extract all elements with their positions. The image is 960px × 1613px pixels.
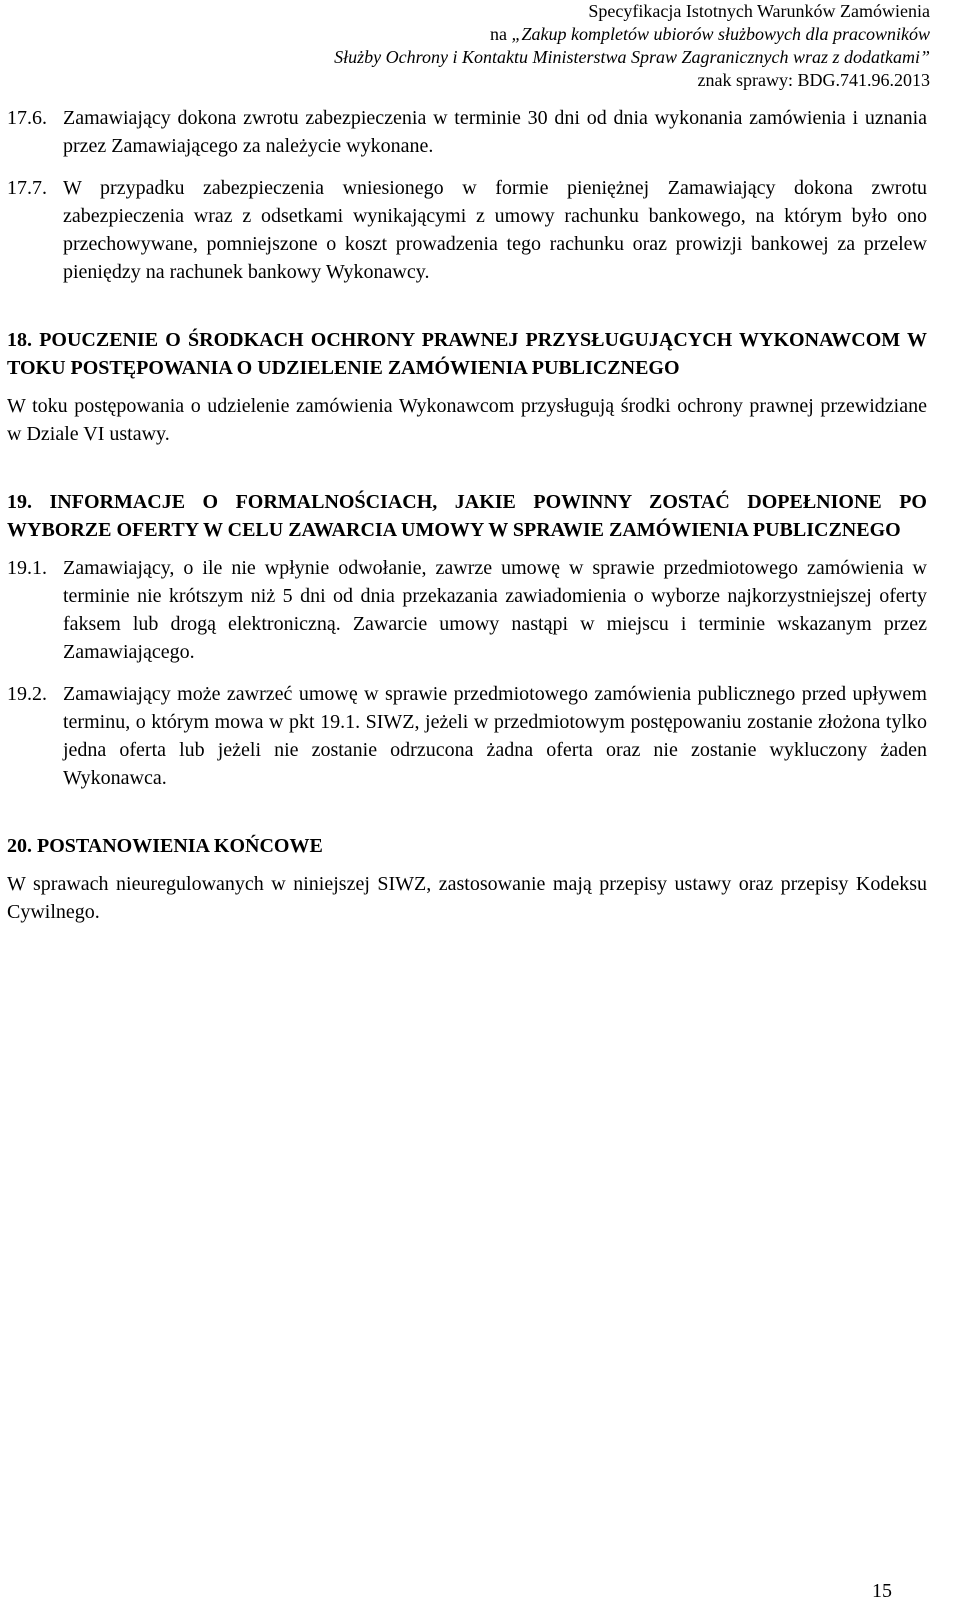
paragraph-number: 19.1. <box>7 557 47 579</box>
paragraph-text: Zamawiający, o ile nie wpłynie odwołanie, zawrze umowę w sprawie przedmiotowego zamówienia w terminie nie krótszym niż 5 dni od dnia przekazania zawiadomienia o wyborze najkorzystniejszej oferty faksem lub drogą elektroniczną. Zawarcie umowy nastąpi w miejscu i terminie wskazanym przez Zamawiającego. <box>63 557 927 663</box>
paragraph-text: Zamawiający może zawrzeć umowę w sprawie przedmiotowego zamówienia publicznego przed upływem terminu, o którym mowa w pkt 19.1. SIWZ, jeżeli w przedmiotowym postępowaniu zostanie złożona tylko jedna oferta lub jeżeli nie zostanie odrzucona żadna oferta oraz nie zostanie wykluczony żaden Wykonawca. <box>63 683 927 789</box>
paragraph-number: 17.6. <box>7 107 47 129</box>
paragraph-17-7 <box>7 174 927 286</box>
page-number: 15 <box>872 1580 892 1602</box>
section-19-title: 19. INFORMACJE O FORMALNOŚCIACH, JAKIE POWINNY ZOSTAĆ DOPEŁNIONE PO WYBORZE OFERTY W CELU ZAWARCIA UMOWY W SPRAWIE ZAMÓWIENIA PUBLICZNEGO <box>7 491 927 541</box>
document-body <box>7 104 927 926</box>
paragraph-19-1 <box>7 554 927 666</box>
paragraph-text: W przypadku zabezpieczenia wniesionego w formie pieniężnej Zamawiający dokona zwrotu zabezpieczenia wraz z odsetkami wynikającymi z umowy rachunku bankowego, na którym było ono przechowywane, pomniejszone o koszt prowadzenia tego rachunku oraz prowizji bankowej za przelew pieniędzy na rachunek bankowy Wykonawcy. <box>63 177 927 283</box>
paragraph-number: 17.7. <box>7 177 47 199</box>
header-subject-line <box>334 23 930 46</box>
paragraph-17-6 <box>7 104 927 160</box>
paragraph-number: 19.2. <box>7 683 47 705</box>
header-title: Specyfikacja Istotnych Warunków Zamówienia <box>588 1 930 21</box>
header-subject-text: „Zakup kompletów ubiorów służbowych dla pracowników <box>511 24 930 44</box>
header-subject-prefix: na <box>490 24 512 44</box>
paragraph-19-2 <box>7 680 927 792</box>
header-subject-continuation: Służby Ochrony i Kontaktu Ministerstwa Spraw Zagranicznych wraz z dodatkami” <box>334 47 930 67</box>
section-18-title: 18. POUCZENIE O ŚRODKACH OCHRONY PRAWNEJ PRZYSŁUGUJĄCYCH WYKONAWCOM W TOKU POSTĘPOWANIA O UDZIELENIE ZAMÓWIENIA PUBLICZNEGO <box>7 329 927 379</box>
header-case-number: znak sprawy: BDG.741.96.2013 <box>697 70 930 90</box>
paragraph-text: Zamawiający dokona zwrotu zabezpieczenia w terminie 30 dni od dnia wykonania zamówienia i uznania przez Zamawiającego za należycie wykonane. <box>63 107 927 157</box>
section-18-body: W toku postępowania o udzielenie zamówienia Wykonawcom przysługują środki ochrony prawnej przewidziane w Dziale VI ustawy. <box>7 395 927 445</box>
page-header <box>334 0 930 92</box>
section-20-body: W sprawach nieuregulowanych w niniejszej SIWZ, zastosowanie mają przepisy ustawy oraz przepisy Kodeksu Cywilnego. <box>7 873 927 923</box>
section-20-title: 20. POSTANOWIENIA KOŃCOWE <box>7 835 323 857</box>
